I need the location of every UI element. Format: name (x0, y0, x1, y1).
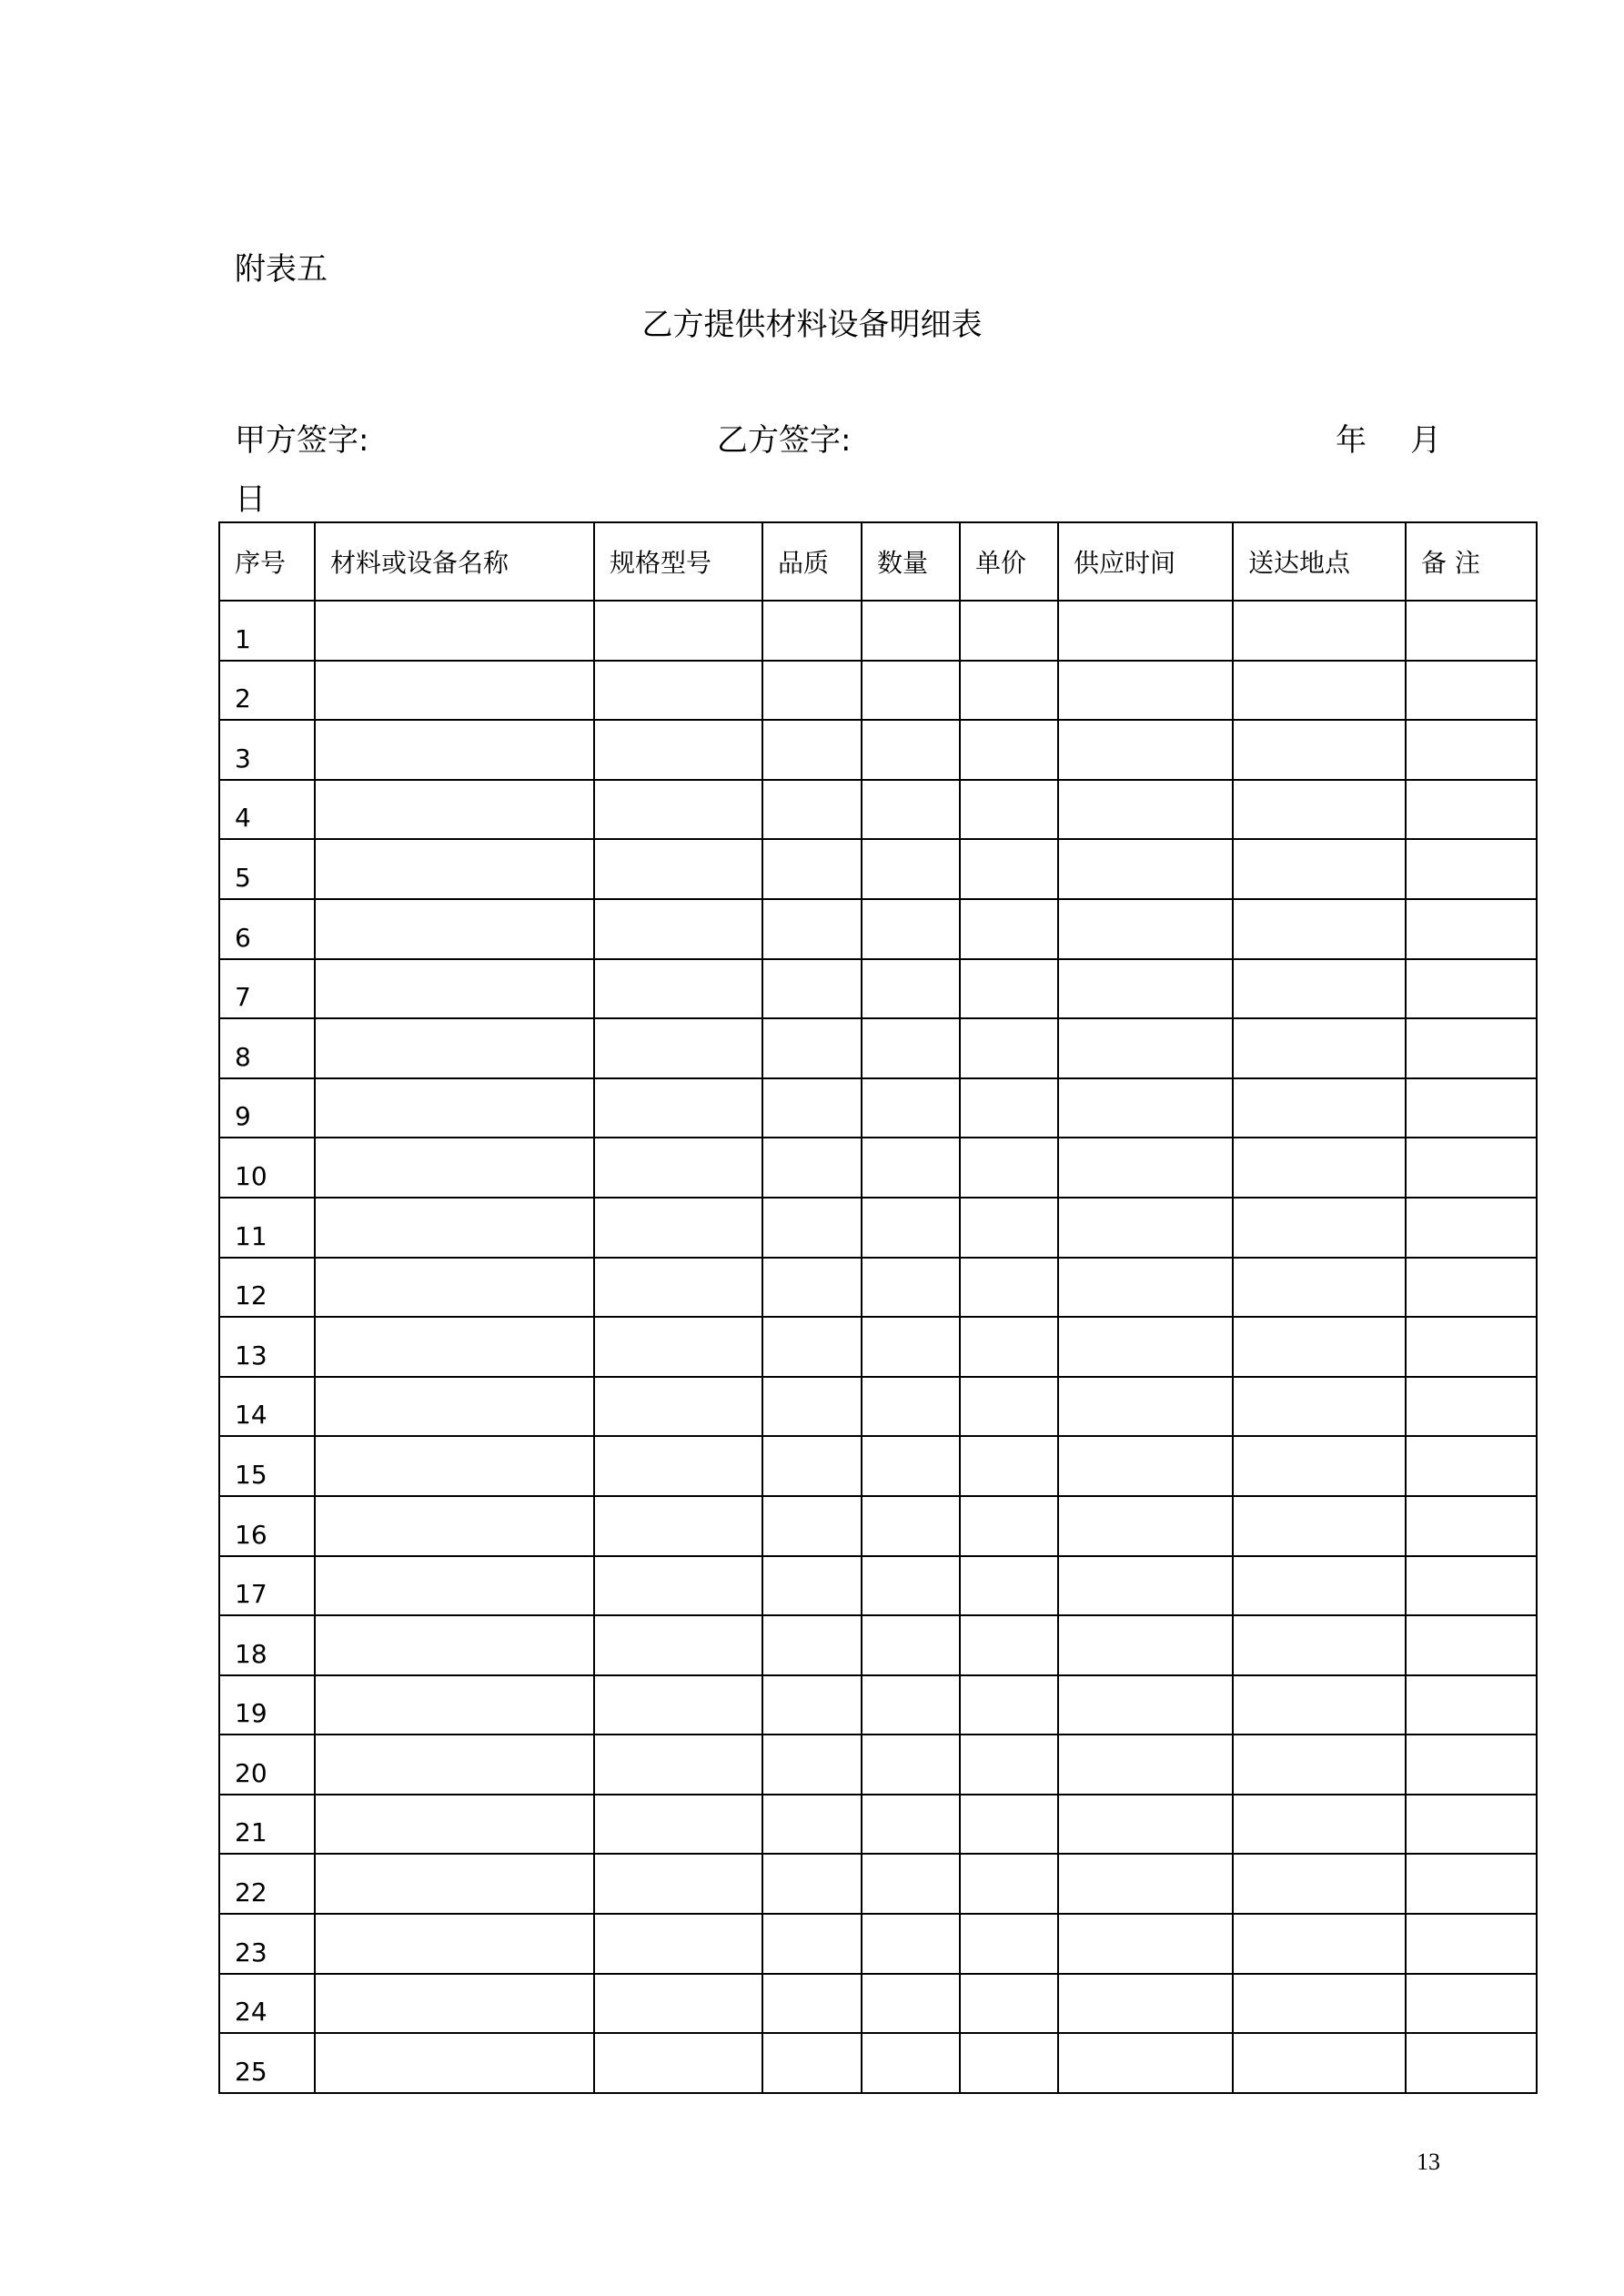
cell-quantity (862, 1258, 960, 1318)
cell-delivery-location (1233, 1675, 1406, 1735)
table-row (219, 1615, 1537, 1675)
cell-serial-number: 17 (219, 1556, 315, 1616)
cell-serial-number: 20 (219, 1735, 315, 1795)
cell-unit-price (960, 1258, 1058, 1318)
cell-material-name (315, 780, 594, 840)
cell-spec-model (594, 1377, 762, 1437)
cell-remarks (1406, 1795, 1537, 1855)
cell-quality (762, 780, 862, 840)
cell-supply-time (1058, 2033, 1233, 2093)
cell-delivery-location (1233, 780, 1406, 840)
cell-quantity (862, 959, 960, 1019)
cell-spec-model (594, 1138, 762, 1198)
cell-serial-number: 25 (219, 2033, 315, 2093)
cell-spec-model (594, 1675, 762, 1735)
cell-material-name (315, 1496, 594, 1556)
cell-remarks (1406, 661, 1537, 721)
header-quality: 品质 (762, 522, 862, 601)
cell-unit-price (960, 1615, 1058, 1675)
cell-quality (762, 601, 862, 661)
cell-quantity (862, 1675, 960, 1735)
cell-delivery-location (1233, 1914, 1406, 1974)
cell-quantity (862, 1436, 960, 1496)
cell-material-name (315, 839, 594, 899)
cell-delivery-location (1233, 720, 1406, 780)
cell-unit-price (960, 1735, 1058, 1795)
table-row (219, 720, 1537, 780)
cell-delivery-location (1233, 1018, 1406, 1078)
header-unit-price: 单价 (960, 522, 1058, 601)
cell-unit-price (960, 1436, 1058, 1496)
cell-delivery-location (1233, 839, 1406, 899)
header-delivery-location: 送达地点 (1233, 522, 1406, 601)
cell-quality (762, 839, 862, 899)
cell-quantity (862, 899, 960, 959)
signature-day: 日 (235, 481, 266, 518)
cell-unit-price (960, 1914, 1058, 1974)
cell-delivery-location (1233, 601, 1406, 661)
cell-material-name (315, 899, 594, 959)
cell-supply-time (1058, 1974, 1233, 2034)
cell-remarks (1406, 1436, 1537, 1496)
cell-spec-model (594, 1974, 762, 2034)
cell-supply-time (1058, 601, 1233, 661)
cell-spec-model (594, 1317, 762, 1377)
cell-supply-time (1058, 1138, 1233, 1198)
cell-quality (762, 1974, 862, 2034)
cell-quantity (862, 1138, 960, 1198)
cell-remarks (1406, 1496, 1537, 1556)
cell-quality (762, 1377, 862, 1437)
cell-quality (762, 1854, 862, 1914)
table-row (219, 839, 1537, 899)
cell-unit-price (960, 1317, 1058, 1377)
cell-delivery-location (1233, 1138, 1406, 1198)
cell-supply-time (1058, 1258, 1233, 1318)
cell-delivery-location (1233, 959, 1406, 1019)
cell-delivery-location (1233, 1496, 1406, 1556)
header-quantity: 数量 (862, 522, 960, 601)
cell-material-name (315, 959, 594, 1019)
table-row (219, 1795, 1537, 1855)
cell-quality (762, 1795, 862, 1855)
cell-material-name (315, 601, 594, 661)
cell-quality (762, 720, 862, 780)
cell-remarks (1406, 959, 1537, 1019)
cell-serial-number: 14 (219, 1377, 315, 1437)
cell-material-name (315, 1198, 594, 1258)
cell-serial-number: 18 (219, 1615, 315, 1675)
cell-unit-price (960, 1854, 1058, 1914)
cell-supply-time (1058, 1914, 1233, 1974)
materials-detail-table (218, 521, 1538, 2094)
cell-serial-number: 4 (219, 780, 315, 840)
cell-material-name (315, 1735, 594, 1795)
cell-serial-number: 8 (219, 1018, 315, 1078)
cell-delivery-location (1233, 1854, 1406, 1914)
cell-material-name (315, 1854, 594, 1914)
cell-quantity (862, 839, 960, 899)
signature-month: 月 (1410, 422, 1441, 459)
cell-serial-number: 16 (219, 1496, 315, 1556)
cell-delivery-location (1233, 1436, 1406, 1496)
cell-unit-price (960, 1974, 1058, 2034)
cell-spec-model (594, 839, 762, 899)
cell-delivery-location (1233, 661, 1406, 721)
cell-material-name (315, 1018, 594, 1078)
cell-supply-time (1058, 1496, 1233, 1556)
cell-serial-number: 2 (219, 661, 315, 721)
cell-unit-price (960, 1138, 1058, 1198)
table-row (219, 2033, 1537, 2093)
cell-unit-price (960, 1018, 1058, 1078)
table-row (219, 1138, 1537, 1198)
cell-material-name (315, 1377, 594, 1437)
cell-remarks (1406, 1615, 1537, 1675)
cell-quality (762, 899, 862, 959)
cell-spec-model (594, 720, 762, 780)
cell-unit-price (960, 720, 1058, 780)
table-row (219, 1914, 1537, 1974)
cell-spec-model (594, 661, 762, 721)
cell-supply-time (1058, 1078, 1233, 1138)
cell-serial-number: 24 (219, 1974, 315, 2034)
cell-unit-price (960, 2033, 1058, 2093)
table-row (219, 1436, 1537, 1496)
cell-material-name (315, 2033, 594, 2093)
cell-delivery-location (1233, 1198, 1406, 1258)
table-row (219, 1496, 1537, 1556)
cell-supply-time (1058, 1198, 1233, 1258)
table-header-row (219, 522, 1537, 601)
cell-supply-time (1058, 720, 1233, 780)
cell-quantity (862, 1914, 960, 1974)
table-row (219, 1018, 1537, 1078)
cell-serial-number: 7 (219, 959, 315, 1019)
cell-material-name (315, 1795, 594, 1855)
cell-serial-number: 13 (219, 1317, 315, 1377)
cell-unit-price (960, 1198, 1058, 1258)
cell-spec-model (594, 1795, 762, 1855)
table-row (219, 1556, 1537, 1616)
cell-quality (762, 1735, 862, 1795)
cell-unit-price (960, 959, 1058, 1019)
document-title: 乙方提供材料设备明细表 (641, 307, 983, 343)
header-spec-model: 规格型号 (594, 522, 762, 601)
cell-serial-number: 21 (219, 1795, 315, 1855)
table-row (219, 1854, 1537, 1914)
cell-serial-number: 1 (219, 601, 315, 661)
cell-material-name (315, 720, 594, 780)
cell-serial-number: 3 (219, 720, 315, 780)
cell-supply-time (1058, 780, 1233, 840)
cell-remarks (1406, 1914, 1537, 1974)
cell-quantity (862, 1974, 960, 2034)
cell-quantity (862, 601, 960, 661)
header-supply-time: 供应时间 (1058, 522, 1233, 601)
cell-remarks (1406, 1317, 1537, 1377)
cell-spec-model (594, 1496, 762, 1556)
cell-material-name (315, 1317, 594, 1377)
signature-party-a: 甲方签字: (235, 422, 369, 459)
table-row (219, 1317, 1537, 1377)
cell-quantity (862, 1198, 960, 1258)
cell-quantity (862, 661, 960, 721)
cell-material-name (315, 1675, 594, 1735)
cell-material-name (315, 1556, 594, 1616)
cell-quantity (862, 1795, 960, 1855)
cell-spec-model (594, 1556, 762, 1616)
cell-quality (762, 1078, 862, 1138)
header-remarks: 备 注 (1406, 522, 1537, 601)
cell-quality (762, 1317, 862, 1377)
cell-unit-price (960, 1377, 1058, 1437)
cell-quantity (862, 1615, 960, 1675)
cell-delivery-location (1233, 1974, 1406, 2034)
cell-supply-time (1058, 1556, 1233, 1616)
cell-quality (762, 1436, 862, 1496)
cell-supply-time (1058, 1675, 1233, 1735)
table-row (219, 1974, 1537, 2034)
cell-supply-time (1058, 1735, 1233, 1795)
cell-quantity (862, 1078, 960, 1138)
cell-unit-price (960, 1496, 1058, 1556)
cell-supply-time (1058, 661, 1233, 721)
header-serial-number: 序号 (219, 522, 315, 601)
cell-quality (762, 1198, 862, 1258)
table-row (219, 1198, 1537, 1258)
cell-supply-time (1058, 899, 1233, 959)
cell-unit-price (960, 1795, 1058, 1855)
cell-unit-price (960, 1556, 1058, 1616)
cell-spec-model (594, 1018, 762, 1078)
cell-remarks (1406, 1735, 1537, 1795)
cell-material-name (315, 1258, 594, 1318)
cell-delivery-location (1233, 1795, 1406, 1855)
cell-quantity (862, 720, 960, 780)
cell-spec-model (594, 2033, 762, 2093)
cell-remarks (1406, 1854, 1537, 1914)
cell-spec-model (594, 1854, 762, 1914)
cell-unit-price (960, 839, 1058, 899)
cell-unit-price (960, 780, 1058, 840)
cell-spec-model (594, 1615, 762, 1675)
cell-quantity (862, 1317, 960, 1377)
table-row (219, 601, 1537, 661)
cell-remarks (1406, 1138, 1537, 1198)
cell-material-name (315, 1138, 594, 1198)
cell-remarks (1406, 1556, 1537, 1616)
cell-quality (762, 1496, 862, 1556)
cell-delivery-location (1233, 1556, 1406, 1616)
cell-delivery-location (1233, 1377, 1406, 1437)
cell-quality (762, 1675, 862, 1735)
table-row (219, 899, 1537, 959)
cell-material-name (315, 1914, 594, 1974)
cell-supply-time (1058, 1377, 1233, 1437)
cell-serial-number: 23 (219, 1914, 315, 1974)
cell-supply-time (1058, 1795, 1233, 1855)
cell-spec-model (594, 1078, 762, 1138)
cell-remarks (1406, 601, 1537, 661)
table-row (219, 1078, 1537, 1138)
appendix-label: 附表五 (235, 251, 328, 288)
cell-unit-price (960, 899, 1058, 959)
cell-remarks (1406, 899, 1537, 959)
cell-quality (762, 1138, 862, 1198)
cell-quality (762, 1018, 862, 1078)
cell-delivery-location (1233, 1078, 1406, 1138)
cell-quality (762, 661, 862, 721)
cell-unit-price (960, 601, 1058, 661)
page-number: 13 (1417, 2149, 1440, 2175)
signature-year: 年 (1336, 422, 1367, 459)
cell-spec-model (594, 780, 762, 840)
cell-remarks (1406, 2033, 1537, 2093)
cell-quantity (862, 780, 960, 840)
header-material-name: 材料或设备名称 (315, 522, 594, 601)
cell-supply-time (1058, 1615, 1233, 1675)
cell-serial-number: 11 (219, 1198, 315, 1258)
cell-delivery-location (1233, 1735, 1406, 1795)
cell-unit-price (960, 1675, 1058, 1735)
cell-quantity (862, 1556, 960, 1616)
cell-quality (762, 1615, 862, 1675)
cell-supply-time (1058, 959, 1233, 1019)
table-row (219, 959, 1537, 1019)
cell-spec-model (594, 1258, 762, 1318)
cell-serial-number: 12 (219, 1258, 315, 1318)
cell-remarks (1406, 1377, 1537, 1437)
cell-material-name (315, 661, 594, 721)
cell-remarks (1406, 780, 1537, 840)
cell-serial-number: 5 (219, 839, 315, 899)
cell-delivery-location (1233, 899, 1406, 959)
cell-material-name (315, 1078, 594, 1138)
cell-quantity (862, 2033, 960, 2093)
cell-delivery-location (1233, 1317, 1406, 1377)
cell-remarks (1406, 1018, 1537, 1078)
cell-serial-number: 22 (219, 1854, 315, 1914)
cell-spec-model (594, 1914, 762, 1974)
cell-remarks (1406, 1258, 1537, 1318)
cell-remarks (1406, 1675, 1537, 1735)
cell-spec-model (594, 959, 762, 1019)
cell-serial-number: 9 (219, 1078, 315, 1138)
cell-supply-time (1058, 1854, 1233, 1914)
table-row (219, 1735, 1537, 1795)
cell-quality (762, 1556, 862, 1616)
cell-unit-price (960, 661, 1058, 721)
cell-serial-number: 15 (219, 1436, 315, 1496)
cell-remarks (1406, 1198, 1537, 1258)
table-row (219, 1258, 1537, 1318)
cell-quantity (862, 1735, 960, 1795)
cell-delivery-location (1233, 2033, 1406, 2093)
cell-quantity (862, 1854, 960, 1914)
cell-remarks (1406, 1078, 1537, 1138)
table-body (219, 601, 1537, 2093)
cell-remarks (1406, 1974, 1537, 2034)
cell-serial-number: 19 (219, 1675, 315, 1735)
cell-material-name (315, 1436, 594, 1496)
cell-quantity (862, 1496, 960, 1556)
cell-unit-price (960, 1078, 1058, 1138)
cell-supply-time (1058, 1317, 1233, 1377)
cell-material-name (315, 1615, 594, 1675)
signature-party-b: 乙方签字: (717, 422, 852, 459)
cell-quality (762, 2033, 862, 2093)
cell-spec-model (594, 899, 762, 959)
cell-delivery-location (1233, 1615, 1406, 1675)
cell-serial-number: 6 (219, 899, 315, 959)
table-row (219, 1377, 1537, 1437)
table-row (219, 1675, 1537, 1735)
table-row (219, 661, 1537, 721)
cell-delivery-location (1233, 1258, 1406, 1318)
cell-quality (762, 959, 862, 1019)
cell-supply-time (1058, 1436, 1233, 1496)
cell-spec-model (594, 1198, 762, 1258)
cell-supply-time (1058, 839, 1233, 899)
cell-remarks (1406, 839, 1537, 899)
cell-quantity (862, 1377, 960, 1437)
cell-supply-time (1058, 1018, 1233, 1078)
cell-serial-number: 10 (219, 1138, 315, 1198)
cell-material-name (315, 1974, 594, 2034)
cell-remarks (1406, 720, 1537, 780)
cell-spec-model (594, 601, 762, 661)
cell-quality (762, 1258, 862, 1318)
cell-quantity (862, 1018, 960, 1078)
cell-quality (762, 1914, 862, 1974)
cell-spec-model (594, 1436, 762, 1496)
table-row (219, 780, 1537, 840)
cell-spec-model (594, 1735, 762, 1795)
